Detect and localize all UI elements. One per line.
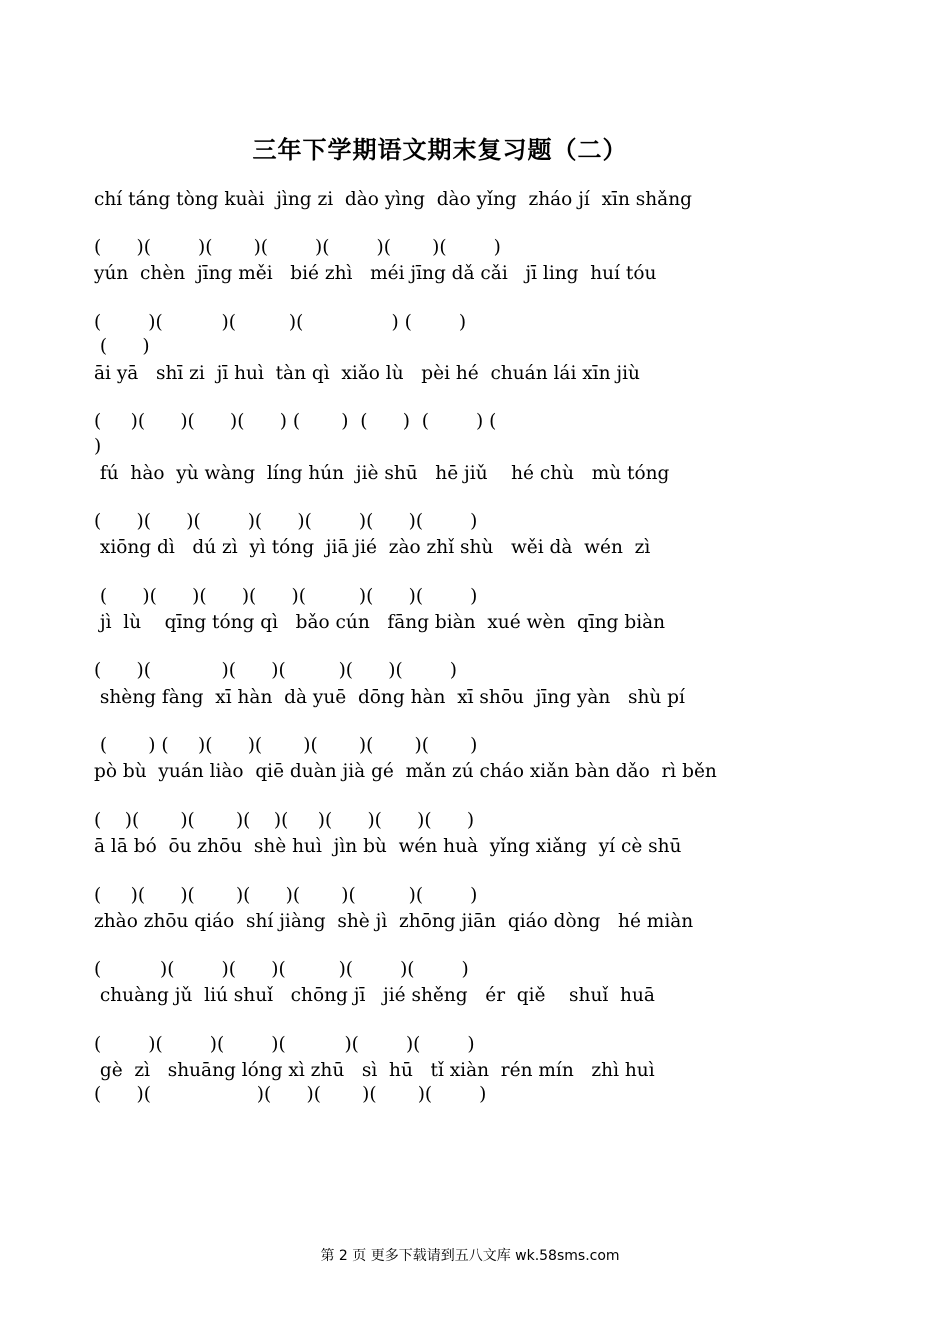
- pinyin-line: ā lā bó ōu zhōu shè huì jìn bù wén huà yǐng xiǎng yí cè shū: [94, 836, 682, 857]
- answer-blanks: ( )( )( )( ) ( ) ( ) ( ) (: [94, 411, 497, 432]
- answer-blanks: ( )( )( )( )( )( )( ): [94, 586, 478, 607]
- answer-blanks: ( )( )( )( )( )( )( )( ): [94, 810, 475, 831]
- pinyin-line: gè zì shuāng lóng xì zhū sì hū tǐ xiàn rén mín zhì huì: [94, 1060, 655, 1081]
- answer-blanks: ): [94, 436, 102, 457]
- pinyin-line: chí táng tòng kuài jìng zi dào yìng dào yǐng zháo jí xīn shǎng: [94, 189, 692, 210]
- pinyin-line: pò bù yuán liào qiē duàn jià gé mǎn zú cháo xiǎn bàn dǎo rì běn: [94, 761, 717, 782]
- page-title: 三年下学期语文期末复习题（二）: [252, 136, 628, 164]
- pinyin-line: zhào zhōu qiáo shí jiàng shè jì zhōng jiān qiáo dòng hé miàn: [94, 911, 694, 932]
- answer-blanks: ( )( )( )( )( )( ): [94, 1034, 475, 1055]
- answer-blanks: ( )( )( )( )( )( ): [94, 959, 469, 980]
- pinyin-line: jì lù qīng tóng qì bǎo cún fāng biàn xué wèn qīng biàn: [94, 612, 666, 633]
- answer-blanks: ( ) ( )( )( )( )( )( ): [94, 735, 478, 756]
- answer-blanks: ( )( )( )( )( )( ): [94, 660, 457, 681]
- pinyin-line: fú hào yù wàng líng hún jiè shū hē jiǔ hé chù mù tóng: [94, 463, 670, 484]
- pinyin-line: chuàng jǔ liú shuǐ chōng jī jié shěng ér qiě shuǐ huā: [94, 985, 655, 1006]
- pinyin-line: xiōng dì dú zì yì tóng jiā jié zào zhǐ shù wěi dà wén zì: [94, 537, 651, 558]
- pinyin-line: shèng fàng xī hàn dà yuē dōng hàn xī shōu jīng yàn shù pí: [94, 687, 685, 708]
- page-footer: 第 2 页 更多下载请到五八文库 wk.58sms.com: [320, 1248, 620, 1264]
- answer-blanks: ( )( )( )( ) ( ): [94, 312, 467, 333]
- pinyin-line: āi yā shī zi jī huì tàn qì xiǎo lù pèi hé chuán lái xīn jiù: [94, 363, 640, 384]
- answer-blanks: ( )( )( )( )( )( )( ): [94, 885, 478, 906]
- pinyin-line: yún chèn jīng měi bié zhì méi jīng dǎ cǎi jī ling huí tóu: [94, 263, 657, 284]
- answer-blanks: ( )( )( )( )( )( )( ): [94, 237, 501, 258]
- answer-blanks: ( ): [94, 336, 150, 357]
- answer-blanks: ( )( )( )( )( )( )( ): [94, 511, 478, 532]
- answer-blanks: ( )( )( )( )( )( ): [94, 1084, 487, 1105]
